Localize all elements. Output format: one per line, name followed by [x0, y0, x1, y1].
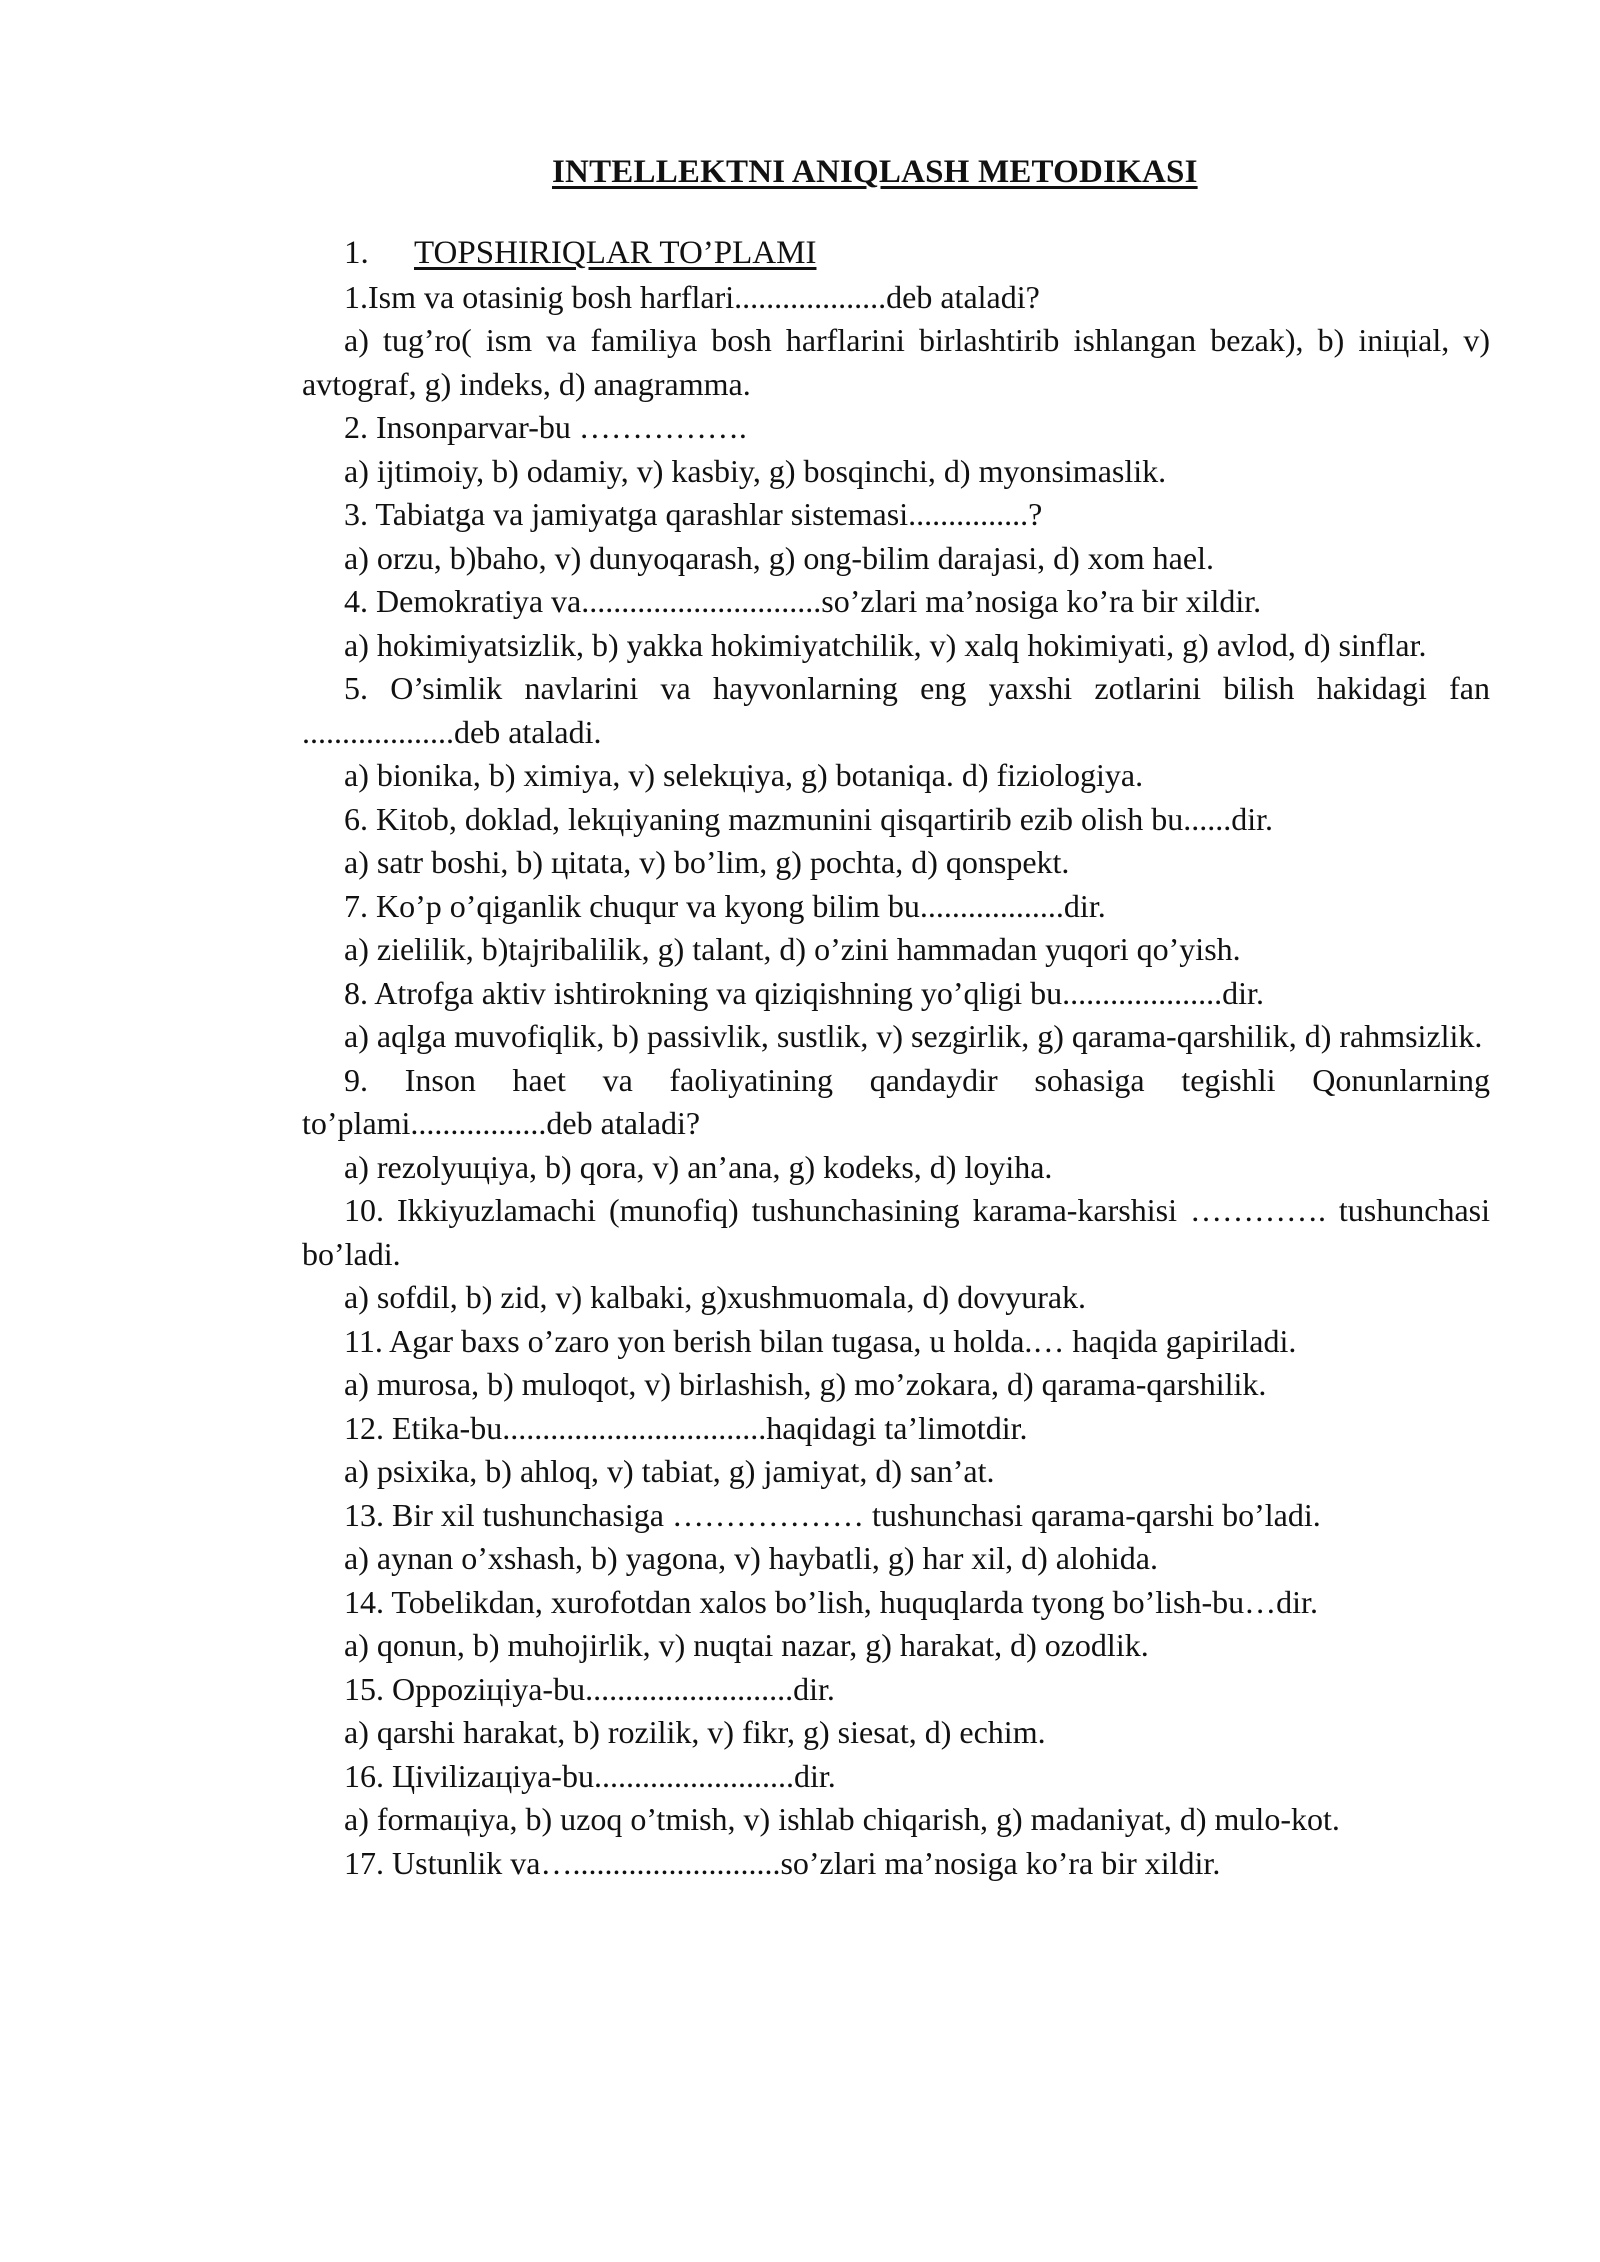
answer-options-10: a) sofdil, b) zid, v) kalbaki, g)xushmuomala, d) dovyurak.: [344, 1279, 1087, 1315]
question-7: 7. Ko’p o’qiganlik chuqur va kyong bilim bu..................dir.: [344, 887, 1106, 924]
answer-options-5: a) bionika, b) ximiya, v) selekцiya, g) botaniqa. d) fiziologiya.: [344, 757, 1144, 793]
answer-options-13: a) aynan o’xshash, b) yagona, v) haybatli, g) har xil, d) alohida.: [344, 1540, 1158, 1576]
answer-options-16: a) formaцiya, b) uzoq o’tmish, v) ishlab chiqarish, g) madaniyat, d) mulo-kot.: [344, 1801, 1340, 1837]
answer-options-12: a) psixika, b) ahloq, v) tabiat, g) jamiyat, d) san’at.: [344, 1453, 995, 1489]
question-12: 12. Etika-bu.................................haqidagi ta’limotdir.: [344, 1409, 1028, 1446]
answer-options-4: a) hokimiyatsizlik, b) yakka hokimiyatchilik, v) xalq hokimiyati, g) avlod, d) sinflar.: [344, 626, 1427, 663]
section-heading: [302, 232, 1490, 276]
answer-options-2: a) ijtimoiy, b) odamiy, v) kasbiy, g) bosqinchi, d) myonsimaslik.: [344, 452, 1167, 489]
question-1: 1.Ism va otasinig bosh harflari...................deb ataladi?: [344, 278, 1040, 315]
question-9: 9. Inson haet va faoliyatining qandaydir sohasiga tegishli Qonunlarning to’plami.................deb ataladi?: [302, 1061, 1490, 1141]
question-10: 10. Ikkiyuzlamachi (munofiq) tushunchasining karama-karshisi …………. tushunchasi bo’ladi.: [302, 1192, 1490, 1272]
question-16: 16. Цivilizaцiya-bu.........................dir.: [344, 1757, 836, 1794]
question-8: 8. Atrofga aktiv ishtirokning va qiziqishning yo’qligi bu....................dir.: [344, 974, 1264, 1011]
answer-options-3: a) orzu, b)baho, v) dunyoqarash, g) ong-bilim darajasi, d) xom hael.: [344, 539, 1214, 576]
section-number: 1.: [344, 235, 369, 271]
answer-options-9: a) rezolyuцiya, b) qora, v) an’ana, g) kodeks, d) loyiha.: [344, 1148, 1053, 1185]
question-17: 17. Ustunlik va…..........................so’zlari ma’nosiga ko’ra bir xildir.: [344, 1844, 1221, 1881]
answer-options-15: a) qarshi harakat, b) rozilik, v) fikr, g) siesat, d) echim.: [344, 1714, 1046, 1750]
question-13: 13. Bir xil tushunchasiga ……………… tushunchasi qarama-qarshi bo’ladi.: [344, 1496, 1321, 1533]
section-title: TOPSHIRIQLAR TO’PLAMI: [414, 235, 817, 271]
question-list: [302, 276, 1490, 1886]
answer-options-11: a) murosa, b) muloqot, v) birlashish, g) mo’zokara, d) qarama-qarshilik.: [344, 1366, 1267, 1402]
answer-options-6: a) satr boshi, b) цitata, v) bo’lim, g) pochta, d) qonspekt.: [344, 844, 1070, 880]
question-14: 14. Tobelikdan, xurofotdan xalos bo’lish, huquqlarda tyong bo’lish-bu…dir.: [344, 1583, 1318, 1620]
question-4: 4. Demokratiya va..............................so’zlari ma’nosiga ko’ra bir xildir.: [344, 583, 1262, 619]
question-5: 5. O’simlik navlarini va hayvonlarning eng yaxshi zotlarini bilish hakidagi fan ...................deb ataladi.: [302, 670, 1490, 750]
answer-options-7: a) zielilik, b)tajribalilik, g) talant, d) o’zini hammadan yuqori qo’yish.: [344, 931, 1241, 967]
question-3: 3. Tabiatga va jamiyatga qarashlar sistemasi...............?: [344, 496, 1043, 532]
document-title: INTELLEKTNI ANIQLASH METODIKASI: [552, 154, 1198, 190]
question-11: 11. Agar baxs o’zaro yon berish bilan tugasa, u holda.… haqida gapiriladi.: [344, 1322, 1297, 1359]
answer-options-14: a) qonun, b) muhojirlik, v) nuqtai nazar, g) harakat, d) ozodlik.: [344, 1627, 1149, 1663]
answer-options-8: a) aqlga muvofiqlik, b) passivlik, sustlik, v) sezgirlik, g) qarama-qarshilik, d) rahmsizlik.: [344, 1018, 1483, 1054]
question-15: 15. Oppoziцiya-bu..........................dir.: [344, 1670, 835, 1707]
question-2: 2. Insonparvar-bu …………….: [344, 409, 747, 445]
answer-options-1: a) tug’ro( ism va familiya bosh harflarini birlashtirib ishlangan bezak), b) iniцial, v) avtograf, g) indeks, d) anagramma.: [302, 322, 1490, 402]
question-6: 6. Kitob, doklad, lekцiyaning mazmunini qisqartirib ezib olish bu......dir.: [344, 800, 1273, 837]
